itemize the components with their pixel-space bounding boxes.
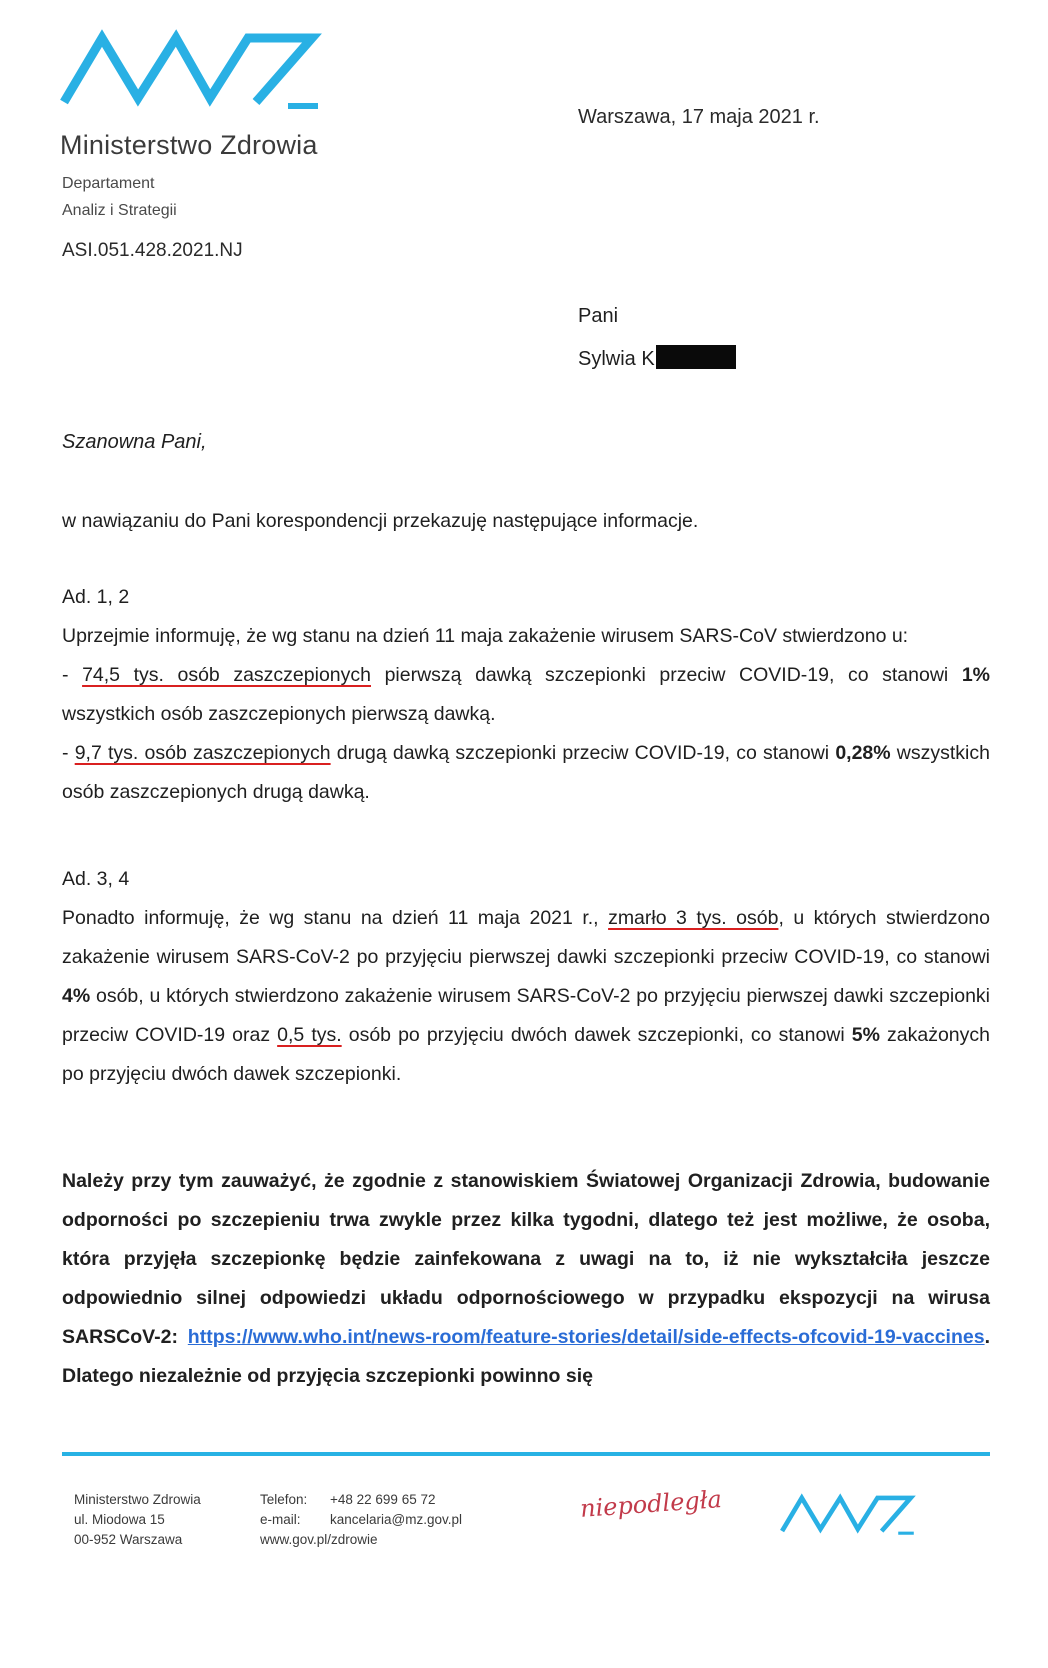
ministry-name: Ministerstwo Zdrowia [60, 130, 318, 160]
who-link[interactable]: https://www.who.int/news-room/feature-stories/detail/side-effects-ofcovid-19-vaccines [187, 1326, 985, 1348]
ministry-logo-icon [60, 24, 330, 114]
signature: niepodległa [579, 1485, 723, 1523]
department-line-2: Analiz i Strategii [62, 202, 177, 219]
section-who-note [62, 1162, 990, 1396]
percentage: 1% [961, 664, 990, 686]
list-item: - 74,5 tys. osób zaszczepionych pierwszą dawką szczepionki przeciw COVID-19, co stanowi 1% wszystkich osób zaszczepionych pierwszą dawką. [62, 664, 990, 725]
greeting: Szanowna Pani, [62, 431, 207, 453]
section-ad-3-4 [62, 860, 990, 1094]
footer-contact: Telefon: +48 22 699 65 72 e-mail: kancelaria@mz.gov.pl www.gov.pl/zdrowie [260, 1490, 462, 1550]
ministry-logo-small-icon [780, 1490, 920, 1538]
section-paragraph: Ponadto informuję, że wg stanu na dzień 11 maja 2021 r., zmarło 3 tys. osób, u których stwierdzono zakażenie wirusem SARS-CoV-2 po przyjęciu pierwszej dawki szczepionki przeciw COVID-19, co stanowi 4% osób, u których stwierdzono zakażenie wirusem SARS-CoV-2 po przyjęciu pierwszej dawki szczepionki przeciw COVID-19 oraz 0,5 tys. osób po przyjęciu dwóch dawek szczepionki, co stanowi 5% zakażonych po przyjęciu dwóch dawek szczepionki. [62, 907, 990, 1085]
percentage: 4% [62, 985, 91, 1007]
website: www.gov.pl/zdrowie [260, 1532, 378, 1547]
email-address: kancelaria@mz.gov.pl [330, 1512, 463, 1527]
recipient-name-text: Sylwia K [578, 348, 655, 370]
section-paragraph: Uprzejmie informuję, że wg stanu na dzień 11 maja zakażenie wirusem SARS-CoV stwierdzono u: [62, 625, 909, 647]
recipient-salutation: Pani [578, 305, 619, 327]
section-paragraph: Należy przy tym zauważyć, że zgodnie z stanowiskiem Światowej Organizacji Zdrowia, budowanie odporności po szczepieniu trwa zwykle przez kilka tygodni, dlatego też jest możliwe, że osoba, która przyjęła szczepionkę będzie zainfekowana z uwagi na to, iż nie wykształciła jeszcze odpowiednio silnej odpowiedzi układu odpornościowego w przypadku ekspozycji na wirusa SARSCoV-2: https://www.who.int/news-room/feature-stories/detail/side-effects-ofcovid-19-vaccines. Dlatego niezależnie od przyjęcia szczepionki powinno się [62, 1170, 990, 1387]
section-heading: Ad. 1, 2 [62, 586, 130, 608]
phone-number: +48 22 699 65 72 [330, 1492, 436, 1507]
redaction-bar [656, 345, 736, 369]
list-item: - 9,7 tys. osób zaszczepionych drugą dawką szczepionki przeciw COVID-19, co stanowi 0,28% wszystkich osób zaszczepionych drugą dawką. [62, 742, 990, 803]
underlined-phrase: zmarło 3 tys. osób [608, 907, 779, 929]
footer-address: Ministerstwo Zdrowia ul. Miodowa 15 00-952 Warszawa [74, 1492, 201, 1547]
percentage: 5% [851, 1024, 880, 1046]
department [62, 170, 177, 224]
underlined-phrase: 9,7 tys. osób zaszczepionych [74, 742, 331, 764]
recipient-name [578, 345, 736, 371]
department-line-1: Departament [62, 175, 155, 192]
section-ad-1-2 [62, 578, 990, 812]
intro-paragraph: w nawiązaniu do Pani korespondencji przekazuję następujące informacje. [62, 510, 699, 532]
letter-date: Warszawa, 17 maja 2021 r. [578, 106, 820, 128]
reference-number: ASI.051.428.2021.NJ [62, 240, 243, 261]
footer-divider [62, 1452, 990, 1456]
underlined-phrase: 0,5 tys. [277, 1024, 342, 1046]
underlined-phrase: 74,5 tys. osób zaszczepionych [82, 664, 371, 686]
percentage: 0,28% [835, 742, 891, 764]
section-heading: Ad. 3, 4 [62, 868, 130, 890]
